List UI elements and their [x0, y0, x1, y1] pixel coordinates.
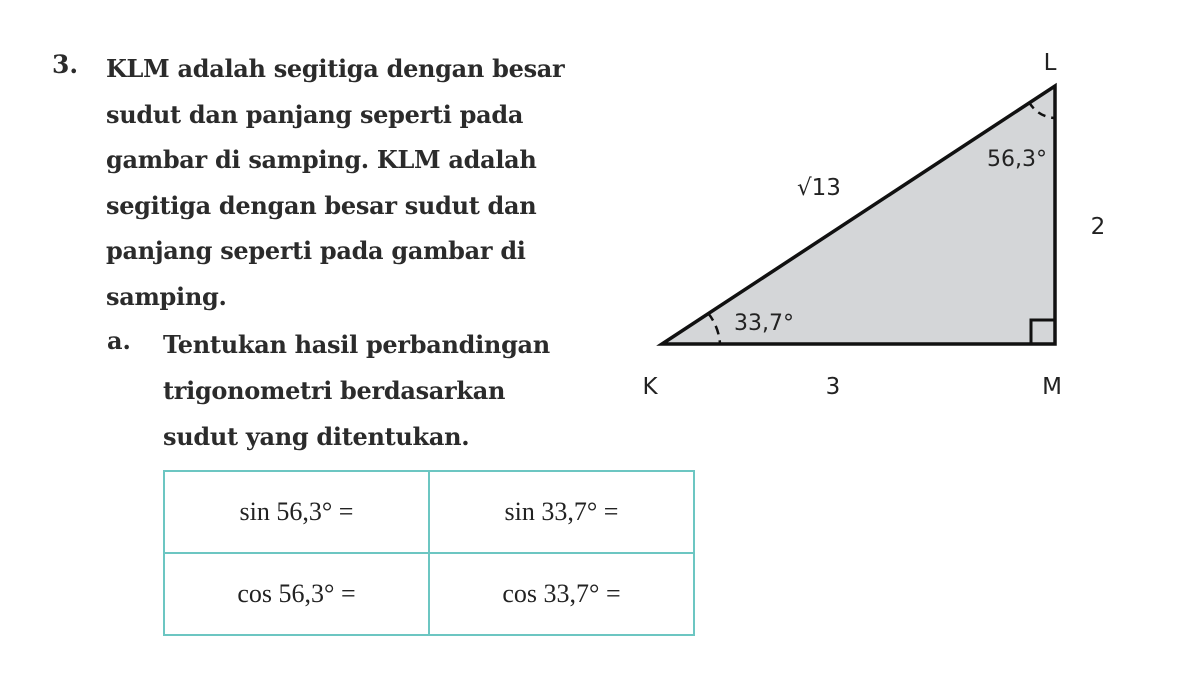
- triangle-klm: [662, 86, 1055, 344]
- problem-line: panjang seperti pada gambar di: [106, 236, 526, 265]
- side-label-lm: 2: [1090, 214, 1106, 240]
- sin-56-cell[interactable]: sin 56,3° =: [164, 471, 429, 553]
- angle-label-l: 56,3°: [987, 147, 1047, 172]
- sin-33-cell[interactable]: sin 33,7° =: [429, 471, 694, 553]
- problem-line: sudut dan panjang seperti pada: [106, 99, 524, 129]
- cos-56-cell[interactable]: cos 56,3° =: [164, 553, 429, 635]
- problem-line: samping.: [106, 281, 227, 311]
- vertex-label-l: L: [1043, 50, 1057, 76]
- part-a-line: Tentukan hasil perbandingan: [163, 330, 550, 359]
- vertex-label-k: K: [642, 374, 658, 400]
- cos-33-cell[interactable]: cos 33,7° =: [429, 553, 694, 635]
- part-a-line: sudut yang ditentukan.: [163, 422, 470, 451]
- problem-number: 3.: [52, 50, 79, 79]
- problem-line: KLM adalah segitiga dengan besar: [106, 54, 565, 83]
- vertex-label-m: M: [1042, 374, 1062, 400]
- side-label-hypotenuse: √13: [797, 175, 841, 201]
- part-a-line: trigonometri berdasarkan: [163, 376, 506, 405]
- side-label-km: 3: [825, 374, 841, 400]
- problem-line: gambar di samping. KLM adalah: [106, 145, 537, 174]
- problem-line: segitiga dengan besar sudut dan: [106, 190, 537, 220]
- angle-label-k: 33,7°: [734, 311, 794, 336]
- part-a-letter: a.: [107, 326, 131, 355]
